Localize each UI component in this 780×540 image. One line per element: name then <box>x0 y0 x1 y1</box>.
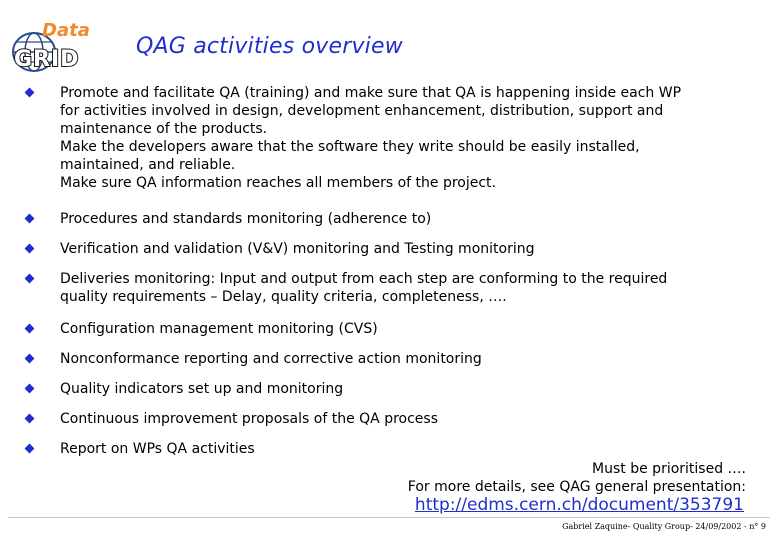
bullet-item <box>24 270 764 306</box>
bullet-item <box>24 380 764 398</box>
footer-divider <box>8 517 770 518</box>
bullet-item <box>24 350 764 368</box>
bullet-text-line: for activities involved in design, development enhancement, distribution, support and <box>60 103 664 119</box>
bullet-diamond-icon <box>25 274 35 284</box>
bullet-diamond-icon <box>25 88 35 98</box>
bullet-diamond-icon <box>25 414 35 424</box>
bullet-text-line: maintenance of the products. <box>60 121 268 137</box>
bullet-text-line: Promote and facilitate QA (training) and make sure that QA is happening inside each WP <box>60 85 682 101</box>
bullet-text-line: Procedures and standards monitoring (adherence to) <box>60 211 432 227</box>
bullet-diamond-icon <box>25 324 35 334</box>
bullet-diamond-icon <box>25 214 35 224</box>
bullet-list <box>24 84 764 470</box>
bullet-text-line: Make sure QA information reaches all members of the project. <box>60 175 496 191</box>
bullet-text-line: maintained, and reliable. <box>60 157 236 173</box>
bullet-text-line: Nonconformance reporting and corrective action monitoring <box>60 351 482 367</box>
bullet-text-line: Continuous improvement proposals of the QA process <box>60 411 438 427</box>
bullet-text-line: Make the developers aware that the software they write should be easily installed, <box>60 139 640 155</box>
bullet-text-line: quality requirements – Delay, quality criteria, completeness, …. <box>60 289 507 305</box>
footer-note <box>408 460 746 496</box>
bullet-item <box>24 320 764 338</box>
more-details-note: For more details, see QAG general presentation: <box>407 479 746 495</box>
bullet-text-line: Quality indicators set up and monitoring <box>60 381 344 397</box>
bullet-text-line: Deliveries monitoring: Input and output from each step are conforming to the required <box>60 271 668 287</box>
bullet-diamond-icon <box>25 384 35 394</box>
svg-text:GRID: GRID <box>14 47 80 72</box>
bullet-item <box>24 84 764 192</box>
svg-text:Data: Data <box>42 20 90 41</box>
bullet-text-line: Verification and validation (V&V) monitoring and Testing monitoring <box>60 241 535 257</box>
slide-credit: Gabriel Zaquine- Quality Group- 24/09/2002 - n° 9 <box>562 522 766 531</box>
datagrid-logo <box>8 18 126 74</box>
slide-title: QAG activities overview <box>136 34 403 59</box>
bullet-item <box>24 210 764 228</box>
bullet-text-line: Configuration management monitoring (CVS) <box>60 321 378 337</box>
prioritised-note: Must be prioritised …. <box>592 461 746 477</box>
bullet-diamond-icon <box>25 444 35 454</box>
bullet-item <box>24 410 764 428</box>
bullet-diamond-icon <box>25 354 35 364</box>
bullet-text-line: Report on WPs QA activities <box>60 441 255 457</box>
bullet-item <box>24 240 764 258</box>
bullet-diamond-icon <box>25 244 35 254</box>
qag-presentation-link[interactable]: http://edms.cern.ch/document/353791 <box>414 495 744 515</box>
bullet-item <box>24 440 764 458</box>
